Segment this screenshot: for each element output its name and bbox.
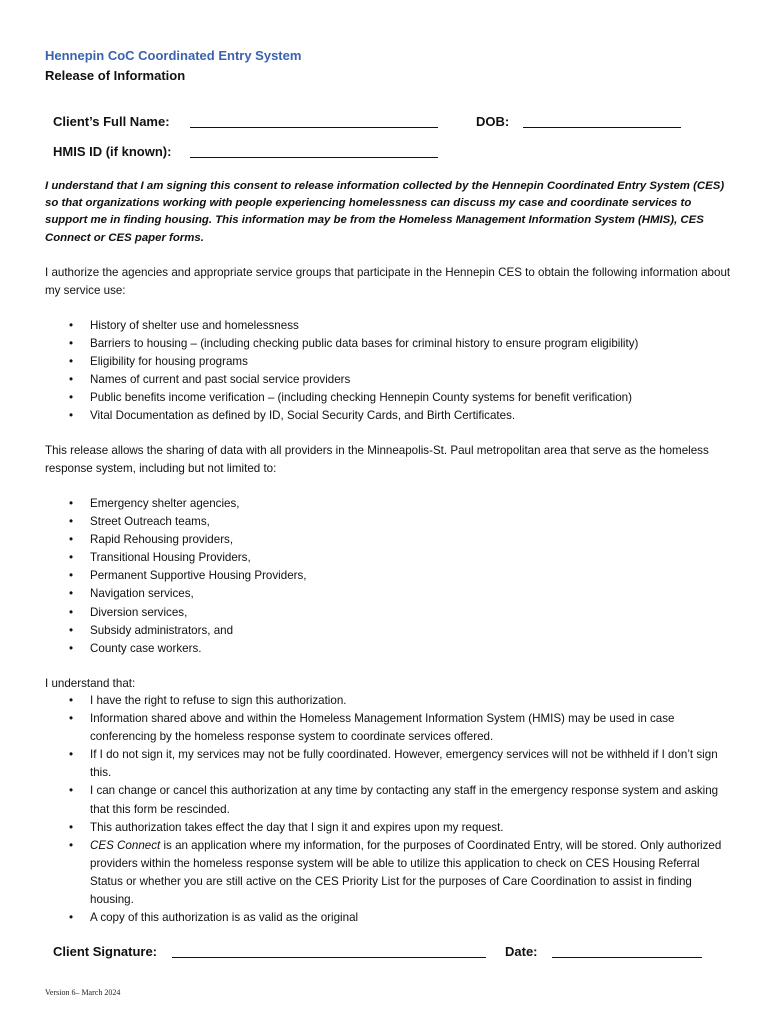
list-item: • Subsidy administrators, and [69,623,234,637]
list-item: • Navigation services, [69,587,194,601]
authorize-paragraph: I authorize the agencies and appropriate service groups that participate in the Hennepin CES to obtain the following information about my service use: [45,266,731,297]
release-paragraph: This release allows the sharing of data with all providers in the Minneapolis-St. Paul metropolitan area that serve as the homeless response system, including but not limited to: [45,444,709,475]
ces-connect-term: CES Connect [90,838,161,852]
list-item: • CES Connect is an application where my information, for the purposes of Coordinated Entry, will be stored. Only authorized providers within the homeless response system will be able to utilize this application to check on CES Housing Referral Status or whether you are still active on the CES Priority List for the purposes of Care Coordination to assist in finding housing. [69,838,722,907]
list-item: • Diversion services, [69,605,188,619]
list-item: • Names of current and past social service providers [69,373,351,387]
list-item: • Eligibility for housing programs [69,355,248,369]
list-item: • Emergency shelter agencies, [69,497,240,510]
form-subtitle: Release of Information [45,68,186,83]
list-item: • I have the right to refuse to sign this authorization. [69,694,347,707]
date-field[interactable] [552,957,702,958]
dob-label: DOB: [476,114,510,129]
list-item: • A copy of this authorization is as valid as the original [69,911,359,925]
list-item: • If I do not sign it, my services may not be fully coordinated. However, emergency services will not be withheld if I don’t sign this. [69,748,718,780]
list-item: • Permanent Supportive Housing Providers, [69,569,307,583]
client-name-field[interactable] [190,127,438,128]
consent-intro: I understand that I am signing this consent to release information collected by the Hennepin Coordinated Entry System (CES) so that organizations working with people experiencing homelessness can discuss my case and coordinate services to support me in finding housing. This information may be from the Homeless Management Information System (HMIS), CES Connect or CES paper forms. [45,180,725,244]
hmis-id-field[interactable] [190,157,438,158]
client-signature-field[interactable] [172,957,486,958]
list-item: • Rapid Rehousing providers, [69,533,234,547]
list-item: • History of shelter use and homelessness [69,319,299,332]
dob-field[interactable] [523,127,681,128]
list-item: • County case workers. [69,641,202,655]
release-list [45,495,735,658]
client-signature-label: Client Signature: [53,944,158,959]
version-footer: Version 6– March 2024 [45,988,121,997]
list-item: • Vital Documentation as defined by ID, Social Security Cards, and Birth Certificates. [69,409,516,423]
list-item: • Transitional Housing Providers, [69,551,251,565]
list-item: • I can change or cancel this authorization at any time by contacting any staff in the emergency response system and asking that this form be rescinded. [69,784,719,816]
list-item: • Public benefits income verification – (including checking Hennepin County systems for benefit verification) [69,391,632,405]
list-item: • This authorization takes effect the day that I sign it and expires upon my request. [69,820,504,834]
list-item: • Barriers to housing – (including checking public data bases for criminal history to ensure program eligibility) [69,337,639,351]
list-item: • Information shared above and within the Homeless Management Information System (HMIS) may be used in case conferencing by the homeless response system to coordinate services offered. [69,712,675,744]
client-name-label: Client’s Full Name: [53,114,170,129]
form-title: Hennepin CoC Coordinated Entry System [45,48,302,63]
understand-heading: I understand that: [45,677,136,690]
understand-list [45,692,735,927]
list-item: • Street Outreach teams, [69,515,210,529]
date-label: Date: [505,944,538,959]
authorize-list [45,317,735,426]
hmis-id-label: HMIS ID (if known): [53,144,172,159]
